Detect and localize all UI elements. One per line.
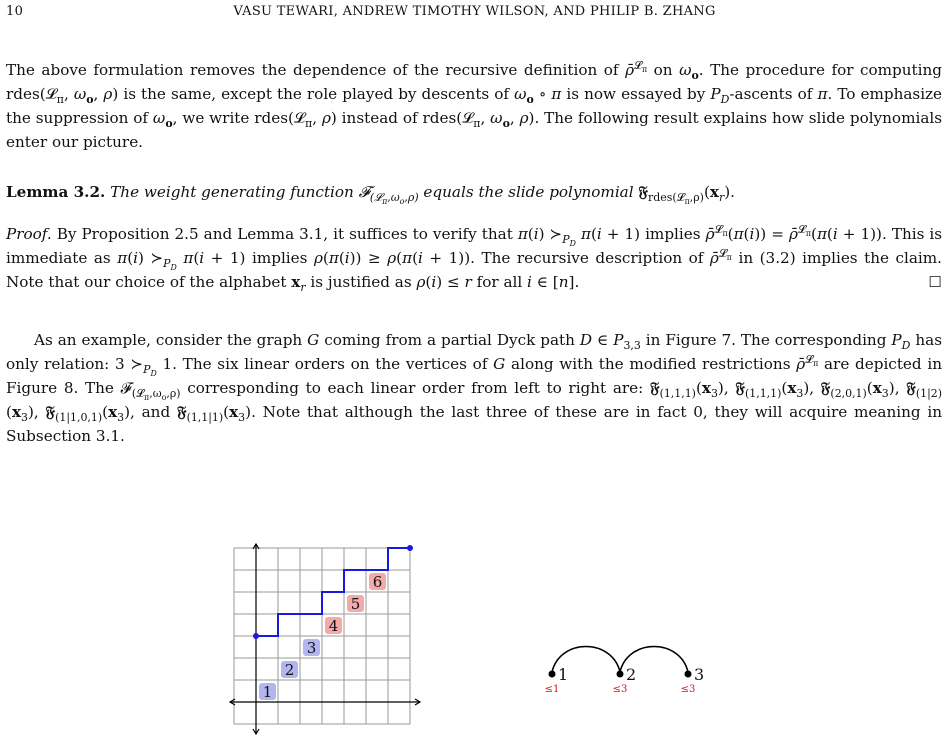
vertex-label-2: 2	[626, 665, 637, 684]
running-title: VASU TEWARI, ANDREW TIMOTHY WILSON, AND PHILIP B. ZHANG	[233, 4, 716, 19]
qed-symbol: ☐	[928, 273, 942, 291]
paragraph-formulation: The above formulation removes the dependence of the recursive definition of ρ̄$^{𝓛_\pi}$ on $\omega_o$. The procedure for computing rdes(𝓛$_\pi$, $\omega_o$, ρ) is the same, except the role played by descents of $\omega_o$ ∘ π is now essayed by $P_D$-ascents of π. To emphasize the suppression of $\omega_o$, we write rdes(𝓛$_\pi$, ρ) instead of rdes(𝓛$_\pi$, $\omega_o$, ρ). The following result explains how slide polynomials enter our picture.	[6, 58, 943, 151]
axes	[230, 544, 420, 734]
dyck-label-2: 2	[284, 661, 295, 679]
restriction-2: ≤3	[612, 684, 628, 695]
paragraph-example: As an example, consider the graph G coming from a partial Dyck path D ∈ $P_{3,3}$ in Figure 7. The corresponding $P_D$ has only relation: 3 $≻_{P_D}$ 1. The six linear orders on the vertices of G along with the modified restrictions ρ̄$^{𝓛_\pi}$ are depicted in Figure 8. The 𝓕$_{(𝓛_\pi,\omega_o,\rho)}$ corresponding to each linear order from left to right are: $𝔉_{(1,1,1)}(x_3)$, $𝔉_{(1,1,1)}(x_3)$, $𝔉_{(2,0,1)}(x_3)$, $𝔉_{(1|2)}(x_3)$, $𝔉_{(1|1,0,1)}(x_3)$, and $𝔉_{(1,1|1)}(x_3)$. Note that although the last three of these are in fact 0, they will acquire meaning in Subsection 3.1.	[6, 331, 942, 445]
restriction-3: ≤3	[680, 684, 696, 695]
path-end-dot	[407, 545, 413, 551]
page-header	[0, 4, 949, 24]
vertex-2	[617, 671, 624, 678]
graph-figure	[530, 630, 730, 710]
restriction-1: ≤1	[544, 684, 560, 695]
dyck-label-3: 3	[306, 639, 317, 657]
vertex-1	[549, 671, 556, 678]
lemma-3-2: Lemma 3.2. The weight generating function 𝓕$_{(𝓛_\pi,\omega_o,\rho)}$ equals the slide polynomial $𝔉_{rdes(𝓛_\pi,\rho)}(x_r)$.	[6, 183, 735, 207]
dyck-label-1: 1	[262, 683, 273, 701]
dyck-label-5: 5	[350, 595, 361, 613]
proof-paragraph: Proof. By Proposition 2.5 and Lemma 3.1, it suffices to verify that π(i) $≻_{P_D}$ π(i + 1) implies ρ̄$^{𝓛_\pi}$(π(i)) = ρ̄$^{𝓛_\pi}$(π(i + 1)). This is immediate as π(i) $≻_{P_D}$ π(i + 1) implies ρ(π(i)) ≥ ρ(π(i + 1)). The recursive description of ρ̄$^{𝓛_\pi}$ in (3.2) implies the claim. Note that our choice of the alphabet $x_r$ is justified as ρ(i) ≤ r for all i ∈ [n]. ☐	[6, 222, 943, 295]
dyck-label-4: 4	[328, 617, 339, 635]
vertex-label-3: 3	[694, 665, 705, 684]
dyck-path-figure	[226, 540, 426, 740]
path-start-dot	[253, 633, 259, 639]
vertex-3	[685, 671, 692, 678]
dyck-label-6: 6	[372, 573, 383, 591]
page-number: 10	[6, 4, 24, 19]
vertex-label-1: 1	[558, 665, 569, 684]
